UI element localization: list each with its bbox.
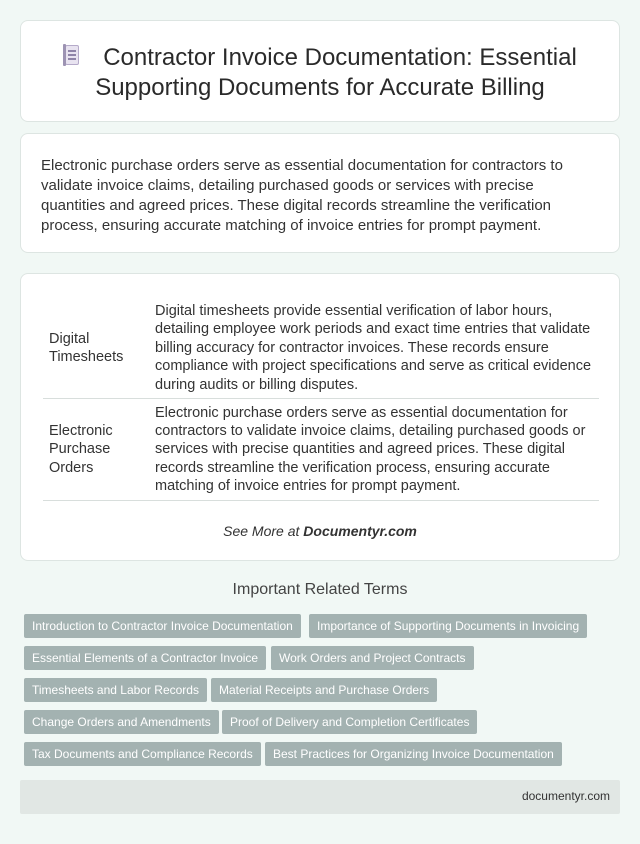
related-term-tag[interactable]: Work Orders and Project Contracts xyxy=(271,646,474,670)
related-terms-title: Important Related Terms xyxy=(232,581,408,598)
see-more-site[interactable]: Documentyr.com xyxy=(303,523,417,539)
table-row xyxy=(43,298,599,399)
row-term: Electronic Purchase Orders xyxy=(43,399,151,501)
related-term-tag[interactable]: Material Receipts and Purchase Orders xyxy=(211,678,437,702)
related-term-tag[interactable]: Tax Documents and Compliance Records xyxy=(24,742,261,766)
page-title xyxy=(21,43,619,103)
related-term-tag[interactable]: Introduction to Contractor Invoice Documentation xyxy=(24,614,301,638)
related-term-tag[interactable]: Importance of Supporting Documents in Invoicing xyxy=(309,614,587,638)
title-line-2: Supporting Documents for Accurate Billing xyxy=(95,74,545,101)
related-term-tag[interactable]: Best Practices for Organizing Invoice Documentation xyxy=(265,742,562,766)
row-description: Electronic purchase orders serve as essential documentation for contractors to validate invoice claims, detailing purchased goods or services with precise quantities and agreed prices. These digital records streamline the verification process, ensuring accurate matching of invoice entries for prompt payment. xyxy=(151,399,599,501)
related-term-tag[interactable]: Proof of Delivery and Completion Certificates xyxy=(222,710,477,734)
row-term: Digital Timesheets xyxy=(43,298,151,399)
related-term-tag[interactable]: Essential Elements of a Contractor Invoice xyxy=(24,646,266,670)
header-card xyxy=(20,20,620,122)
title-line-1: Contractor Invoice Documentation: Essential xyxy=(103,44,577,71)
table-row xyxy=(43,399,599,501)
documents-table-card xyxy=(20,273,620,561)
intro-card xyxy=(20,133,620,253)
intro-paragraph: Electronic purchase orders serve as essential documentation for contractors to validate invoice claims, detailing purchased goods or services with precise quantities and agreed prices. These digital records streamline the verification process, ensuring accurate matching of invoice entries for prompt payment. xyxy=(41,157,563,234)
related-term-tag[interactable]: Change Orders and Amendments xyxy=(24,710,219,734)
row-description: Digital timesheets provide essential verification of labor hours, detailing employee work periods and exact time entries that validate billing accuracy for contractor invoices. These records ensure compliance with project specifications and serve as critical evidence during audits or billing disputes. xyxy=(151,298,599,399)
footer xyxy=(20,780,620,814)
document-icon xyxy=(63,44,81,68)
see-more-prefix: See More at xyxy=(223,523,304,539)
related-term-tag[interactable]: Timesheets and Labor Records xyxy=(24,678,207,702)
footer-site[interactable]: documentyr.com xyxy=(521,789,610,803)
documents-table xyxy=(43,298,599,501)
see-more-link[interactable] xyxy=(21,523,619,539)
